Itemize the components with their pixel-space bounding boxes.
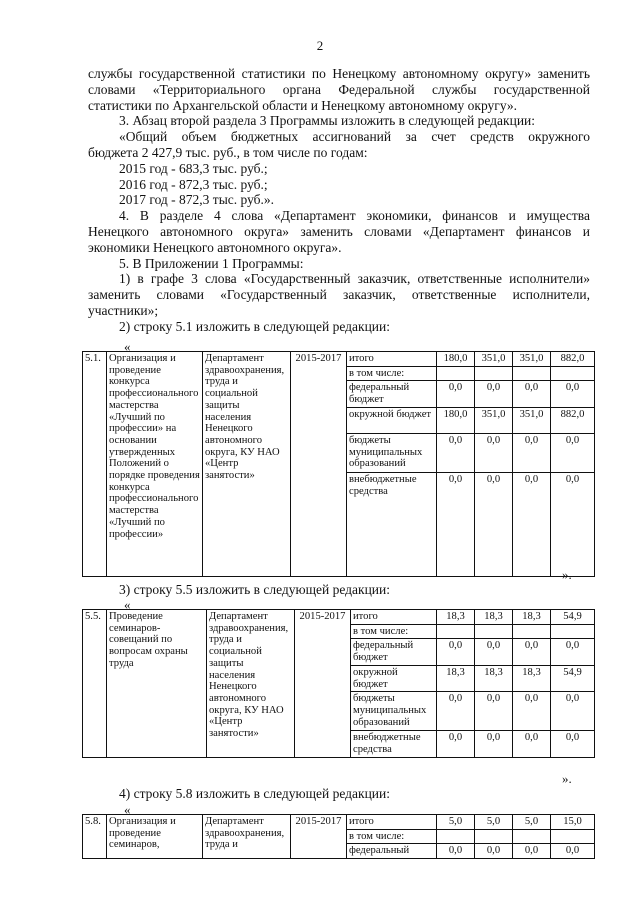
value-cell (551, 624, 595, 639)
value-cell: 0,0 (475, 639, 513, 665)
funding-source: бюджеты муниципальных образований (351, 692, 437, 731)
value-cell (551, 366, 595, 381)
value-cell: 0,0 (437, 381, 475, 407)
value-cell: 180,0 (437, 352, 475, 367)
value-cell: 351,0 (475, 407, 513, 433)
value-cell: 0,0 (437, 692, 475, 731)
paragraph-line: 2017 год - 872,3 тыс. руб.». (119, 192, 275, 208)
executor: Департамент здравоохранения, труда и социальной защиты населения Ненецкого автономного округа, КУ НАО «Центр занятости» (203, 352, 291, 577)
paragraph-line: экономики Ненецкого автономного округа». (88, 239, 342, 255)
body-text-top (88, 66, 590, 335)
paragraph-line: 2016 год - 872,3 тыс. руб.; (119, 176, 268, 192)
paragraph-line: 1) в графе 3 слова «Государственный заказчик, ответственные исполнители» (119, 271, 590, 287)
funding-source: бюджеты муниципальных образований (347, 433, 437, 472)
value-cell: 18,3 (513, 665, 551, 691)
value-cell: 18,3 (475, 665, 513, 691)
funding-source: внебюджетные средства (347, 472, 437, 576)
value-cell: 0,0 (437, 433, 475, 472)
value-cell: 0,0 (437, 731, 475, 757)
value-cell: 0,0 (513, 731, 551, 757)
funding-source: федеральный бюджет (347, 381, 437, 407)
funding-source: в том числе: (347, 829, 437, 844)
value-cell: 18,3 (437, 610, 475, 625)
value-cell: 351,0 (513, 352, 551, 367)
funding-source: внебюджетные средства (351, 731, 437, 757)
paragraph-line: статистики по Архангельской области и Ненецкому автономному округу». (88, 97, 518, 113)
value-cell: 0,0 (513, 844, 551, 859)
open-quote: « (124, 597, 131, 612)
value-cell: 882,0 (551, 352, 595, 367)
value-cell: 0,0 (551, 381, 595, 407)
value-cell: 0,0 (551, 433, 595, 472)
close-quote: ». (562, 567, 572, 582)
value-cell: 54,9 (551, 610, 595, 625)
value-cell (513, 366, 551, 381)
value-cell (475, 829, 513, 844)
paragraph-line: заменить словами «Государственный заказчик, ответственные исполнители, (88, 287, 590, 303)
value-cell: 351,0 (513, 407, 551, 433)
paragraph-line: Ненецкого автономного округа» заменить словами «Департамент финансов и (88, 223, 590, 239)
value-cell: 351,0 (475, 352, 513, 367)
value-cell: 0,0 (475, 472, 513, 576)
executor: Департамент здравоохранения, труда и социальной защиты населения Ненецкого автономного округа, КУ НАО «Центр занятости» (207, 610, 295, 758)
value-cell: 0,0 (475, 731, 513, 757)
value-cell: 0,0 (437, 639, 475, 665)
value-cell: 0,0 (551, 472, 595, 576)
close-quote: ». (562, 771, 572, 786)
row-number: 5.8. (83, 815, 107, 859)
value-cell: 0,0 (513, 472, 551, 576)
value-cell: 0,0 (551, 639, 595, 665)
paragraph-line: 5. В Приложении 1 Программы: (119, 255, 304, 271)
value-cell: 5,0 (513, 815, 551, 830)
value-cell: 5,0 (437, 815, 475, 830)
table-row-5-8 (82, 814, 595, 859)
value-cell: 0,0 (475, 844, 513, 859)
table-row-5-5 (82, 609, 595, 758)
measure-name: Организация и проведение конкурса профессионального мастерства «Лучший по профессии» на основании утвержденных Положений о порядке проведения конкурса профессионального мастерства «Лучший по профессии» (107, 352, 203, 577)
open-quote: « (124, 339, 131, 354)
value-cell: 15,0 (551, 815, 595, 830)
funding-source: окружной бюджет (347, 407, 437, 433)
measure-name: Проведение семинаров-совещаний по вопросам охраны труда (107, 610, 207, 758)
open-quote: « (124, 802, 131, 817)
paragraph-line: «Общий объем бюджетных ассигнований за счет средств окружного (119, 129, 590, 145)
value-cell: 882,0 (551, 407, 595, 433)
value-cell (551, 829, 595, 844)
table-row-5-1 (82, 351, 595, 577)
value-cell: 0,0 (551, 844, 595, 859)
value-cell: 54,9 (551, 665, 595, 691)
value-cell (513, 829, 551, 844)
paragraph-line: 4. В разделе 4 слова «Департамент экономики, финансов и имущества (119, 208, 590, 224)
value-cell: 0,0 (513, 692, 551, 731)
row-number: 5.5. (83, 610, 107, 758)
period: 2015-2017 (291, 352, 347, 577)
paragraph-line: участники»; (88, 302, 159, 318)
value-cell (437, 366, 475, 381)
paragraph-line: словами «Территориального органа Федеральной службы государственной (88, 81, 590, 97)
value-cell: 180,0 (437, 407, 475, 433)
value-cell (475, 366, 513, 381)
value-cell: 0,0 (475, 381, 513, 407)
value-cell: 18,3 (475, 610, 513, 625)
value-cell (513, 624, 551, 639)
value-cell: 5,0 (475, 815, 513, 830)
funding-source: итого (351, 610, 437, 625)
funding-source: итого (347, 815, 437, 830)
value-cell: 0,0 (513, 381, 551, 407)
value-cell: 0,0 (475, 692, 513, 731)
measure-name: Организация и проведение семинаров, (107, 815, 203, 859)
paragraph-line: службы государственной статистики по Ненецкому автономному округу» заменить (88, 66, 590, 81)
period: 2015-2017 (295, 610, 351, 758)
row-number: 5.1. (83, 352, 107, 577)
paragraph-line: 2015 год - 683,3 тыс. руб.; (119, 160, 268, 176)
funding-source: окружной бюджет (351, 665, 437, 691)
funding-source: в том числе: (351, 624, 437, 639)
paragraph-line: 4) строку 5.8 изложить в следующей редакции: (119, 786, 391, 801)
value-cell: 0,0 (437, 472, 475, 576)
paragraph-line: 2) строку 5.1 изложить в следующей редакции: (119, 318, 391, 334)
funding-source: итого (347, 352, 437, 367)
paragraph-line: бюджета 2 427,9 тыс. руб., в том числе по годам: (88, 144, 368, 160)
executor: Департамент здравоохранения, труда и (203, 815, 291, 859)
funding-source: федеральный (347, 844, 437, 859)
period: 2015-2017 (291, 815, 347, 859)
value-cell: 0,0 (513, 639, 551, 665)
value-cell (475, 624, 513, 639)
value-cell: 0,0 (513, 433, 551, 472)
value-cell: 18,3 (437, 665, 475, 691)
value-cell: 0,0 (551, 692, 595, 731)
funding-source: федеральный бюджет (351, 639, 437, 665)
value-cell: 0,0 (551, 731, 595, 757)
value-cell: 0,0 (437, 844, 475, 859)
funding-source: в том числе: (347, 366, 437, 381)
value-cell (437, 624, 475, 639)
value-cell: 0,0 (475, 433, 513, 472)
paragraph-line: 3. Абзац второй раздела 3 Программы изложить в следующей редакции: (119, 113, 536, 129)
page-number: 2 (316, 38, 324, 53)
value-cell: 18,3 (513, 610, 551, 625)
value-cell (437, 829, 475, 844)
paragraph-line: 3) строку 5.5 изложить в следующей редакции: (119, 582, 391, 597)
